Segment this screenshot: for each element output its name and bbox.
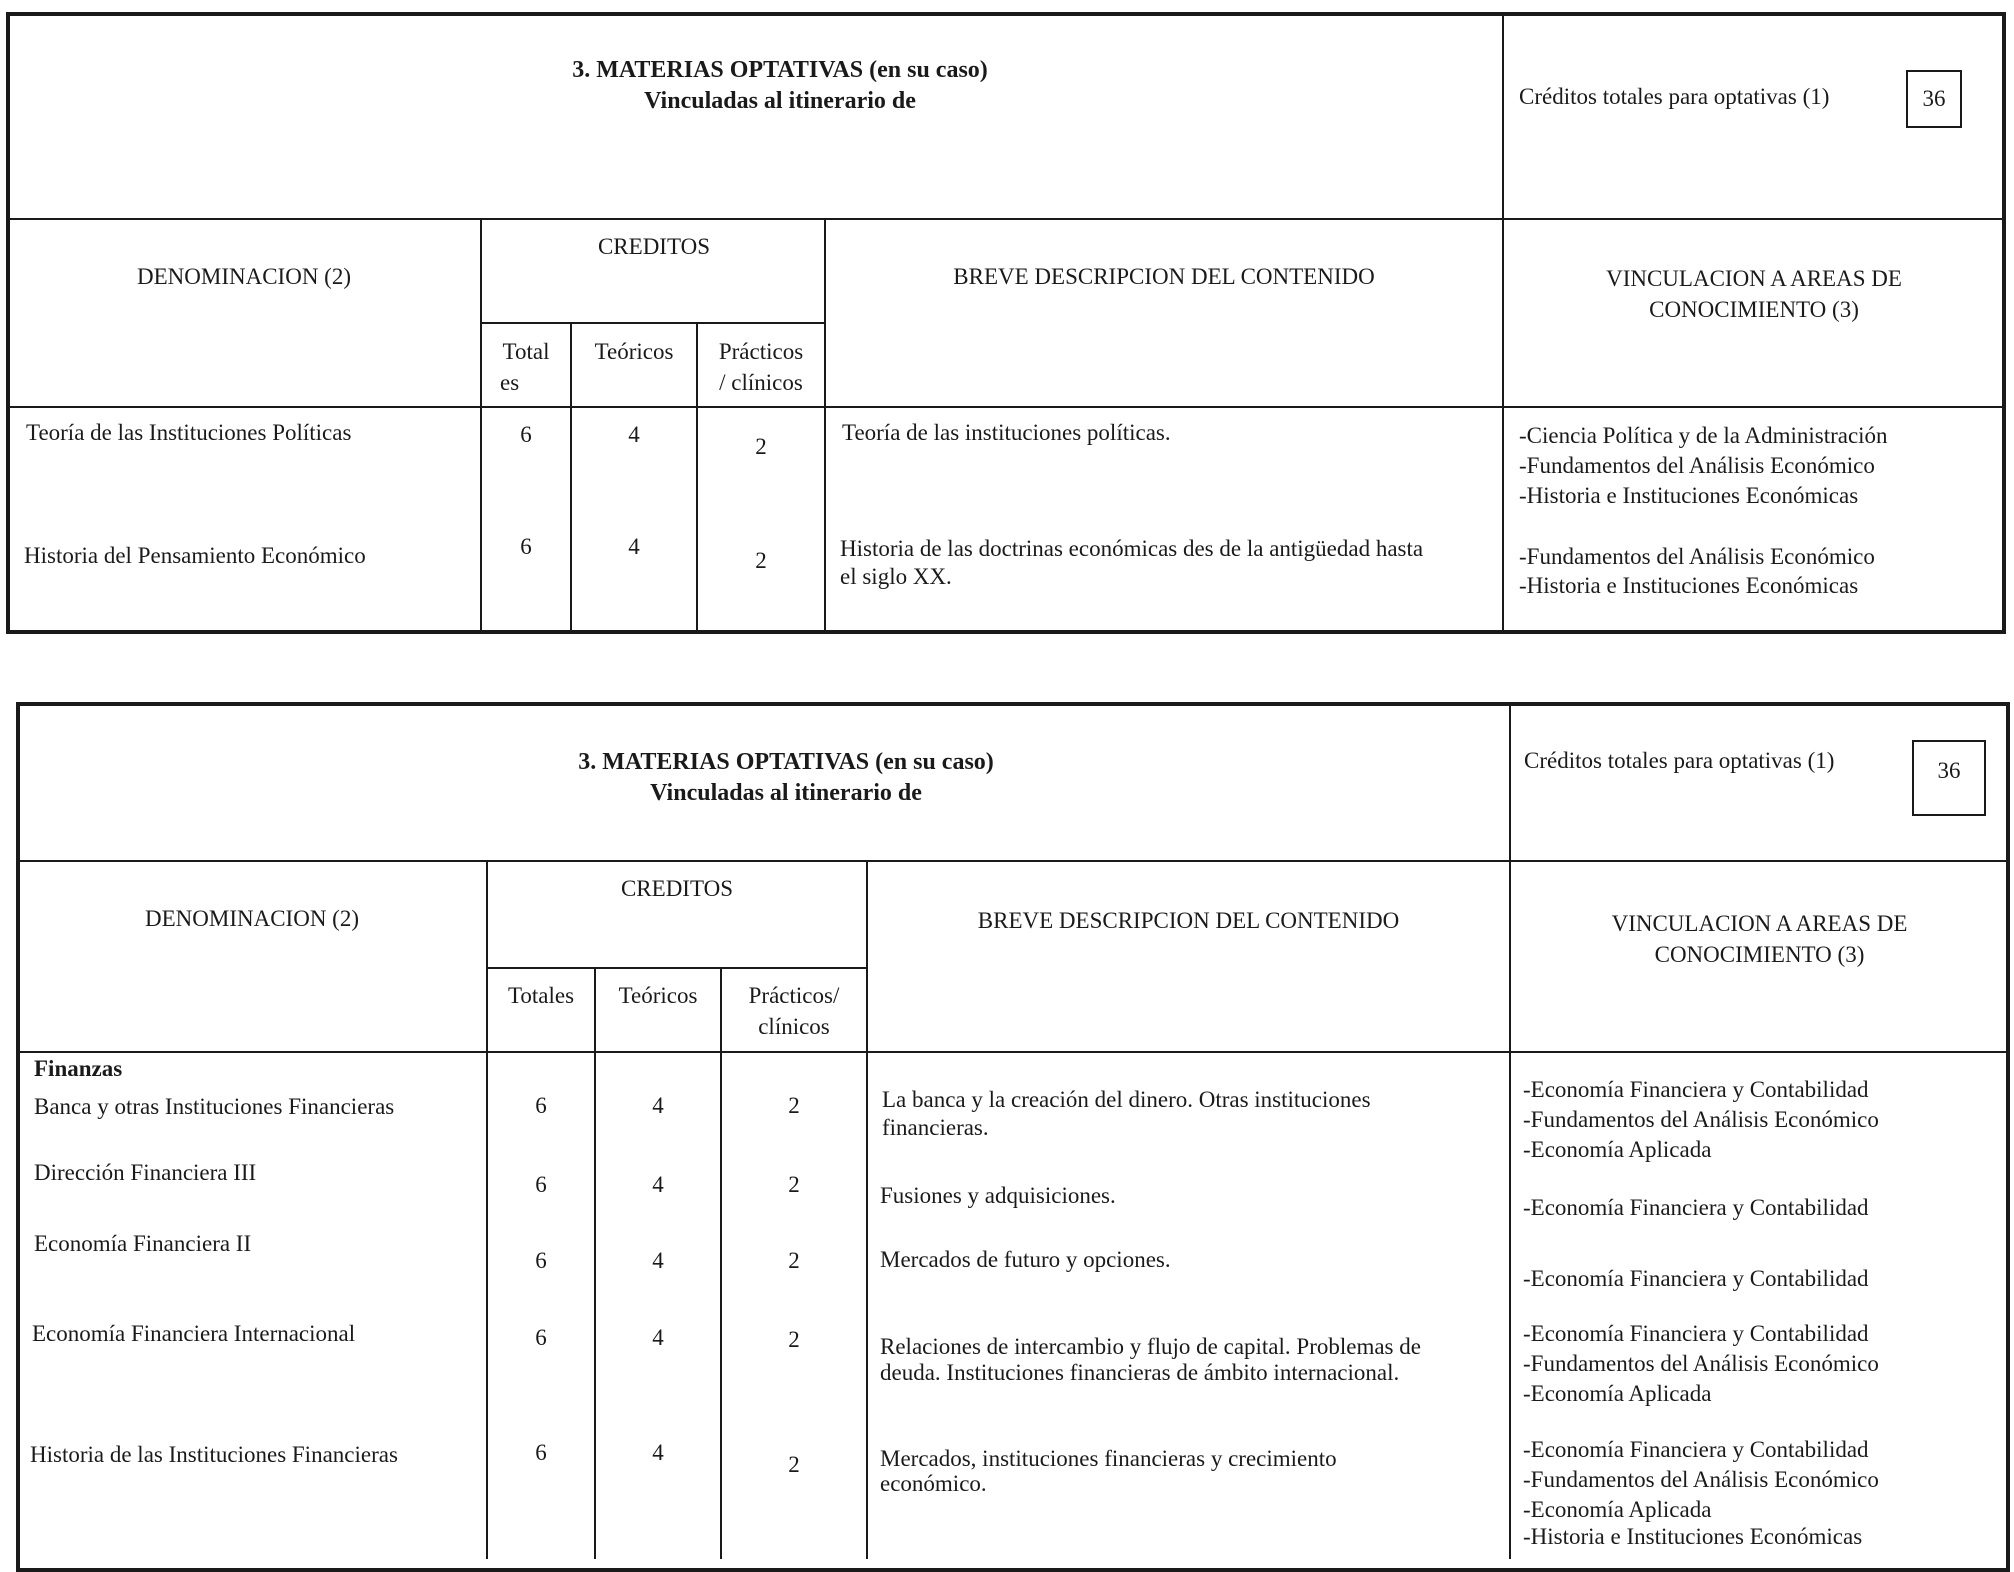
header-descripcion: BREVE DESCRIPCION DEL CONTENIDO: [977, 908, 1400, 933]
row-area: -Economía Financiera y Contabilidad: [1523, 1437, 1869, 1462]
row-descripcion: Historia de las doctrinas económicas des de la antigüedad hasta: [840, 536, 1424, 561]
header-teoricos: Teóricos: [618, 983, 698, 1008]
header-denominacion: DENOMINACION (2): [145, 906, 359, 931]
row-area: -Historia e Instituciones Económicas: [1519, 573, 1859, 598]
row-descripcion: La banca y la creación del dinero. Otras instituciones: [882, 1087, 1371, 1112]
row-teoricos: 4: [652, 1248, 664, 1273]
header-vinculacion: VINCULACION A AREAS DE: [1606, 266, 1902, 291]
row-area: -Historia e Instituciones Económicas: [1523, 1524, 1863, 1549]
page-title: 3. MATERIAS OPTATIVAS (en su caso): [572, 57, 988, 83]
page-title: 3. MATERIAS OPTATIVAS (en su caso): [578, 749, 994, 775]
row-descripcion: el siglo XX.: [840, 564, 952, 589]
row-area: -Historia e Instituciones Económicas: [1519, 483, 1859, 508]
row-descripcion: deuda. Instituciones financieras de ámbito internacional.: [880, 1360, 1400, 1385]
row-name: Historia de las Instituciones Financieras: [30, 1442, 398, 1467]
row-descripcion: Teoría de las instituciones políticas.: [842, 420, 1171, 445]
header-practicos-cont: / clínicos: [719, 370, 803, 395]
row-totales: 6: [535, 1325, 547, 1350]
header-vinculacion: VINCULACION A AREAS DE: [1611, 911, 1908, 936]
row-descripcion: Fusiones y adquisiciones.: [880, 1183, 1116, 1208]
row-area: -Fundamentos del Análisis Económico: [1523, 1467, 1879, 1492]
row-area: -Fundamentos del Análisis Económico: [1523, 1351, 1879, 1376]
row-teoricos: 4: [628, 534, 640, 559]
row-teoricos: 4: [652, 1440, 664, 1465]
row-descripcion: financieras.: [882, 1115, 989, 1140]
row-totales: 6: [535, 1248, 547, 1273]
row-practicos: 2: [755, 434, 767, 459]
credits-value-box: 36: [1906, 70, 1962, 128]
divider: [1509, 704, 1511, 1559]
divider: [866, 860, 868, 1559]
row-practicos: 2: [788, 1093, 800, 1118]
row-area: -Ciencia Política y de la Administración: [1519, 423, 1888, 448]
row-area: -Economía Aplicada: [1523, 1137, 1712, 1162]
divider: [8, 406, 2004, 408]
divider: [488, 967, 868, 969]
header-vinculacion-cont: CONOCIMIENTO (3): [1654, 942, 1865, 967]
row-totales: 6: [535, 1093, 547, 1118]
row-descripcion: Mercados, instituciones financieras y crecimiento: [880, 1446, 1337, 1471]
header-vinculacion-cont: CONOCIMIENTO (3): [1649, 297, 1859, 322]
row-area: -Economía Financiera y Contabilidad: [1523, 1266, 1869, 1291]
row-practicos: 2: [788, 1248, 800, 1273]
divider: [570, 322, 572, 632]
credits-value-box: 36: [1912, 740, 1986, 816]
row-name: Banca y otras Instituciones Financieras: [34, 1094, 395, 1119]
row-name: Economía Financiera II: [34, 1231, 252, 1256]
header-practicos-cont: clínicos: [758, 1014, 830, 1039]
page-subtitle: Vinculadas al itinerario de: [650, 780, 922, 806]
row-teoricos: 4: [652, 1325, 664, 1350]
header-totales: Total: [502, 339, 550, 364]
row-totales: 6: [520, 422, 532, 447]
row-practicos: 2: [755, 548, 767, 573]
row-area: -Economía Financiera y Contabilidad: [1523, 1321, 1869, 1346]
divider: [482, 322, 826, 324]
row-teoricos: 4: [652, 1093, 664, 1118]
row-area: -Fundamentos del Análisis Económico: [1519, 544, 1875, 569]
header-practicos: Prácticos/: [748, 983, 840, 1008]
credits-label: Créditos totales para optativas (1): [1524, 748, 1835, 773]
header-creditos: CREDITOS: [597, 234, 711, 259]
row-name: Dirección Financiera III: [34, 1160, 257, 1185]
row-practicos: 2: [788, 1172, 800, 1197]
row-practicos: 2: [788, 1327, 800, 1352]
row-teoricos: 4: [652, 1172, 664, 1197]
divider: [18, 1051, 2008, 1053]
row-area: -Economía Financiera y Contabilidad: [1523, 1077, 1869, 1102]
row-area: -Economía Aplicada: [1523, 1497, 1712, 1522]
row-teoricos: 4: [628, 422, 640, 447]
header-totales: Totales: [507, 983, 575, 1008]
row-descripcion: económico.: [880, 1471, 987, 1496]
row-name: Teoría de las Instituciones Políticas: [26, 420, 352, 445]
page-subtitle: Vinculadas al itinerario de: [644, 88, 916, 114]
header-descripcion: BREVE DESCRIPCION DEL CONTENIDO: [953, 264, 1375, 289]
row-totales: 6: [520, 534, 532, 559]
row-name: Economía Financiera Internacional: [32, 1321, 356, 1346]
credits-label: Créditos totales para optativas (1): [1519, 84, 1830, 109]
group-label: Finanzas: [34, 1056, 123, 1081]
header-denominacion: DENOMINACION (2): [137, 264, 351, 289]
row-area: -Fundamentos del Análisis Económico: [1523, 1107, 1879, 1132]
row-area: -Fundamentos del Análisis Económico: [1519, 453, 1875, 478]
header-creditos: CREDITOS: [620, 876, 734, 901]
header-practicos: Prácticos: [718, 339, 804, 364]
row-area: -Economía Financiera y Contabilidad: [1523, 1195, 1869, 1220]
row-descripcion: Mercados de futuro y opciones.: [880, 1247, 1171, 1272]
divider: [18, 860, 2008, 862]
row-area: -Economía Aplicada: [1523, 1381, 1712, 1406]
header-teoricos: Teóricos: [594, 339, 674, 364]
row-practicos: 2: [788, 1452, 800, 1477]
row-descripcion: Relaciones de intercambio y flujo de capital. Problemas de: [880, 1334, 1421, 1359]
row-totales: 6: [535, 1440, 547, 1465]
row-name: Historia del Pensamiento Económico: [24, 543, 366, 568]
divider: [8, 218, 2004, 220]
row-totales: 6: [535, 1172, 547, 1197]
header-totales-cont: es: [500, 370, 520, 395]
